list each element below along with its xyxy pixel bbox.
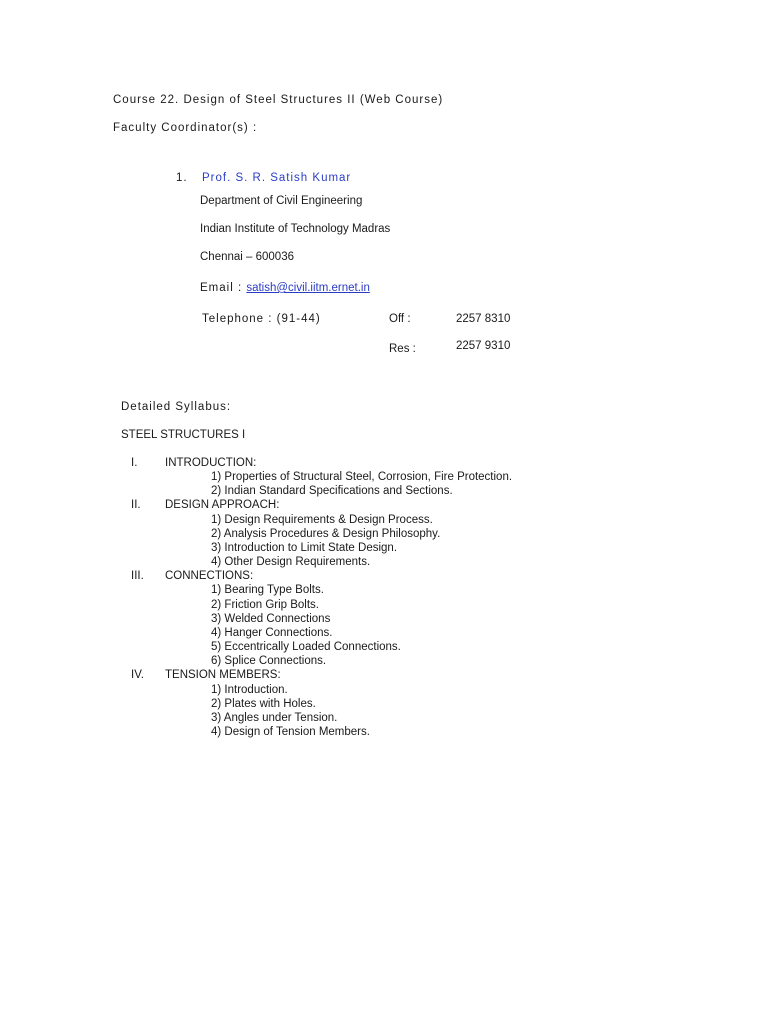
faculty-number: 1.	[176, 172, 188, 184]
section-title: CONNECTIONS:	[165, 570, 254, 582]
residence-label: Res :	[389, 343, 416, 355]
residence-number: 2257 9310	[456, 340, 511, 352]
list-item: 3) Welded Connections	[211, 613, 331, 625]
faculty-department: Department of Civil Engineering	[200, 195, 363, 207]
list-item: 6) Splice Connections.	[211, 655, 327, 667]
faculty-institute: Indian Institute of Technology Madras	[200, 223, 391, 235]
list-item: 5) Eccentrically Loaded Connections.	[211, 641, 401, 653]
list-item: 2) Indian Standard Specifications and Sections.	[211, 485, 453, 497]
section-title: TENSION MEMBERS:	[165, 669, 281, 681]
section-numeral: IV.	[131, 669, 145, 681]
email-label: Email :	[200, 282, 247, 294]
list-item: 4) Hanger Connections.	[211, 627, 333, 639]
section-title: DESIGN APPROACH:	[165, 499, 280, 511]
syllabus-subject: STEEL STRUCTURES I	[121, 429, 246, 441]
office-label: Off :	[389, 313, 411, 325]
list-item: 1) Properties of Structural Steel, Corrosion, Fire Protection.	[211, 471, 513, 483]
list-item: 2) Friction Grip Bolts.	[211, 599, 319, 611]
list-item: 3) Angles under Tension.	[211, 712, 338, 724]
faculty-name: Prof. S. R. Satish Kumar	[202, 172, 352, 184]
list-item: 4) Other Design Requirements.	[211, 556, 371, 568]
list-item: 3) Introduction to Limit State Design.	[211, 542, 398, 554]
email-link[interactable]: satish@civil.iitm.ernet.in	[246, 282, 370, 294]
list-item: 2) Plates with Holes.	[211, 698, 316, 710]
faculty-coordinator-label: Faculty Coordinator(s) :	[113, 122, 258, 134]
syllabus-heading: Detailed Syllabus:	[121, 401, 232, 413]
list-item: 4) Design of Tension Members.	[211, 726, 370, 738]
list-item: 1) Design Requirements & Design Process.	[211, 514, 433, 526]
list-item: 1) Introduction.	[211, 684, 288, 696]
section-numeral: I.	[131, 457, 138, 469]
office-number: 2257 8310	[456, 313, 511, 325]
course-title: Course 22. Design of Steel Structures II (Web Course)	[113, 94, 444, 106]
telephone-label: Telephone : (91-44)	[202, 313, 321, 325]
section-numeral: III.	[131, 570, 144, 582]
email-line	[200, 282, 370, 294]
list-item: 2) Analysis Procedures & Design Philosophy.	[211, 528, 441, 540]
section-title: INTRODUCTION:	[165, 457, 257, 469]
section-numeral: II.	[131, 499, 141, 511]
list-item: 1) Bearing Type Bolts.	[211, 584, 324, 596]
faculty-city: Chennai – 600036	[200, 251, 294, 263]
